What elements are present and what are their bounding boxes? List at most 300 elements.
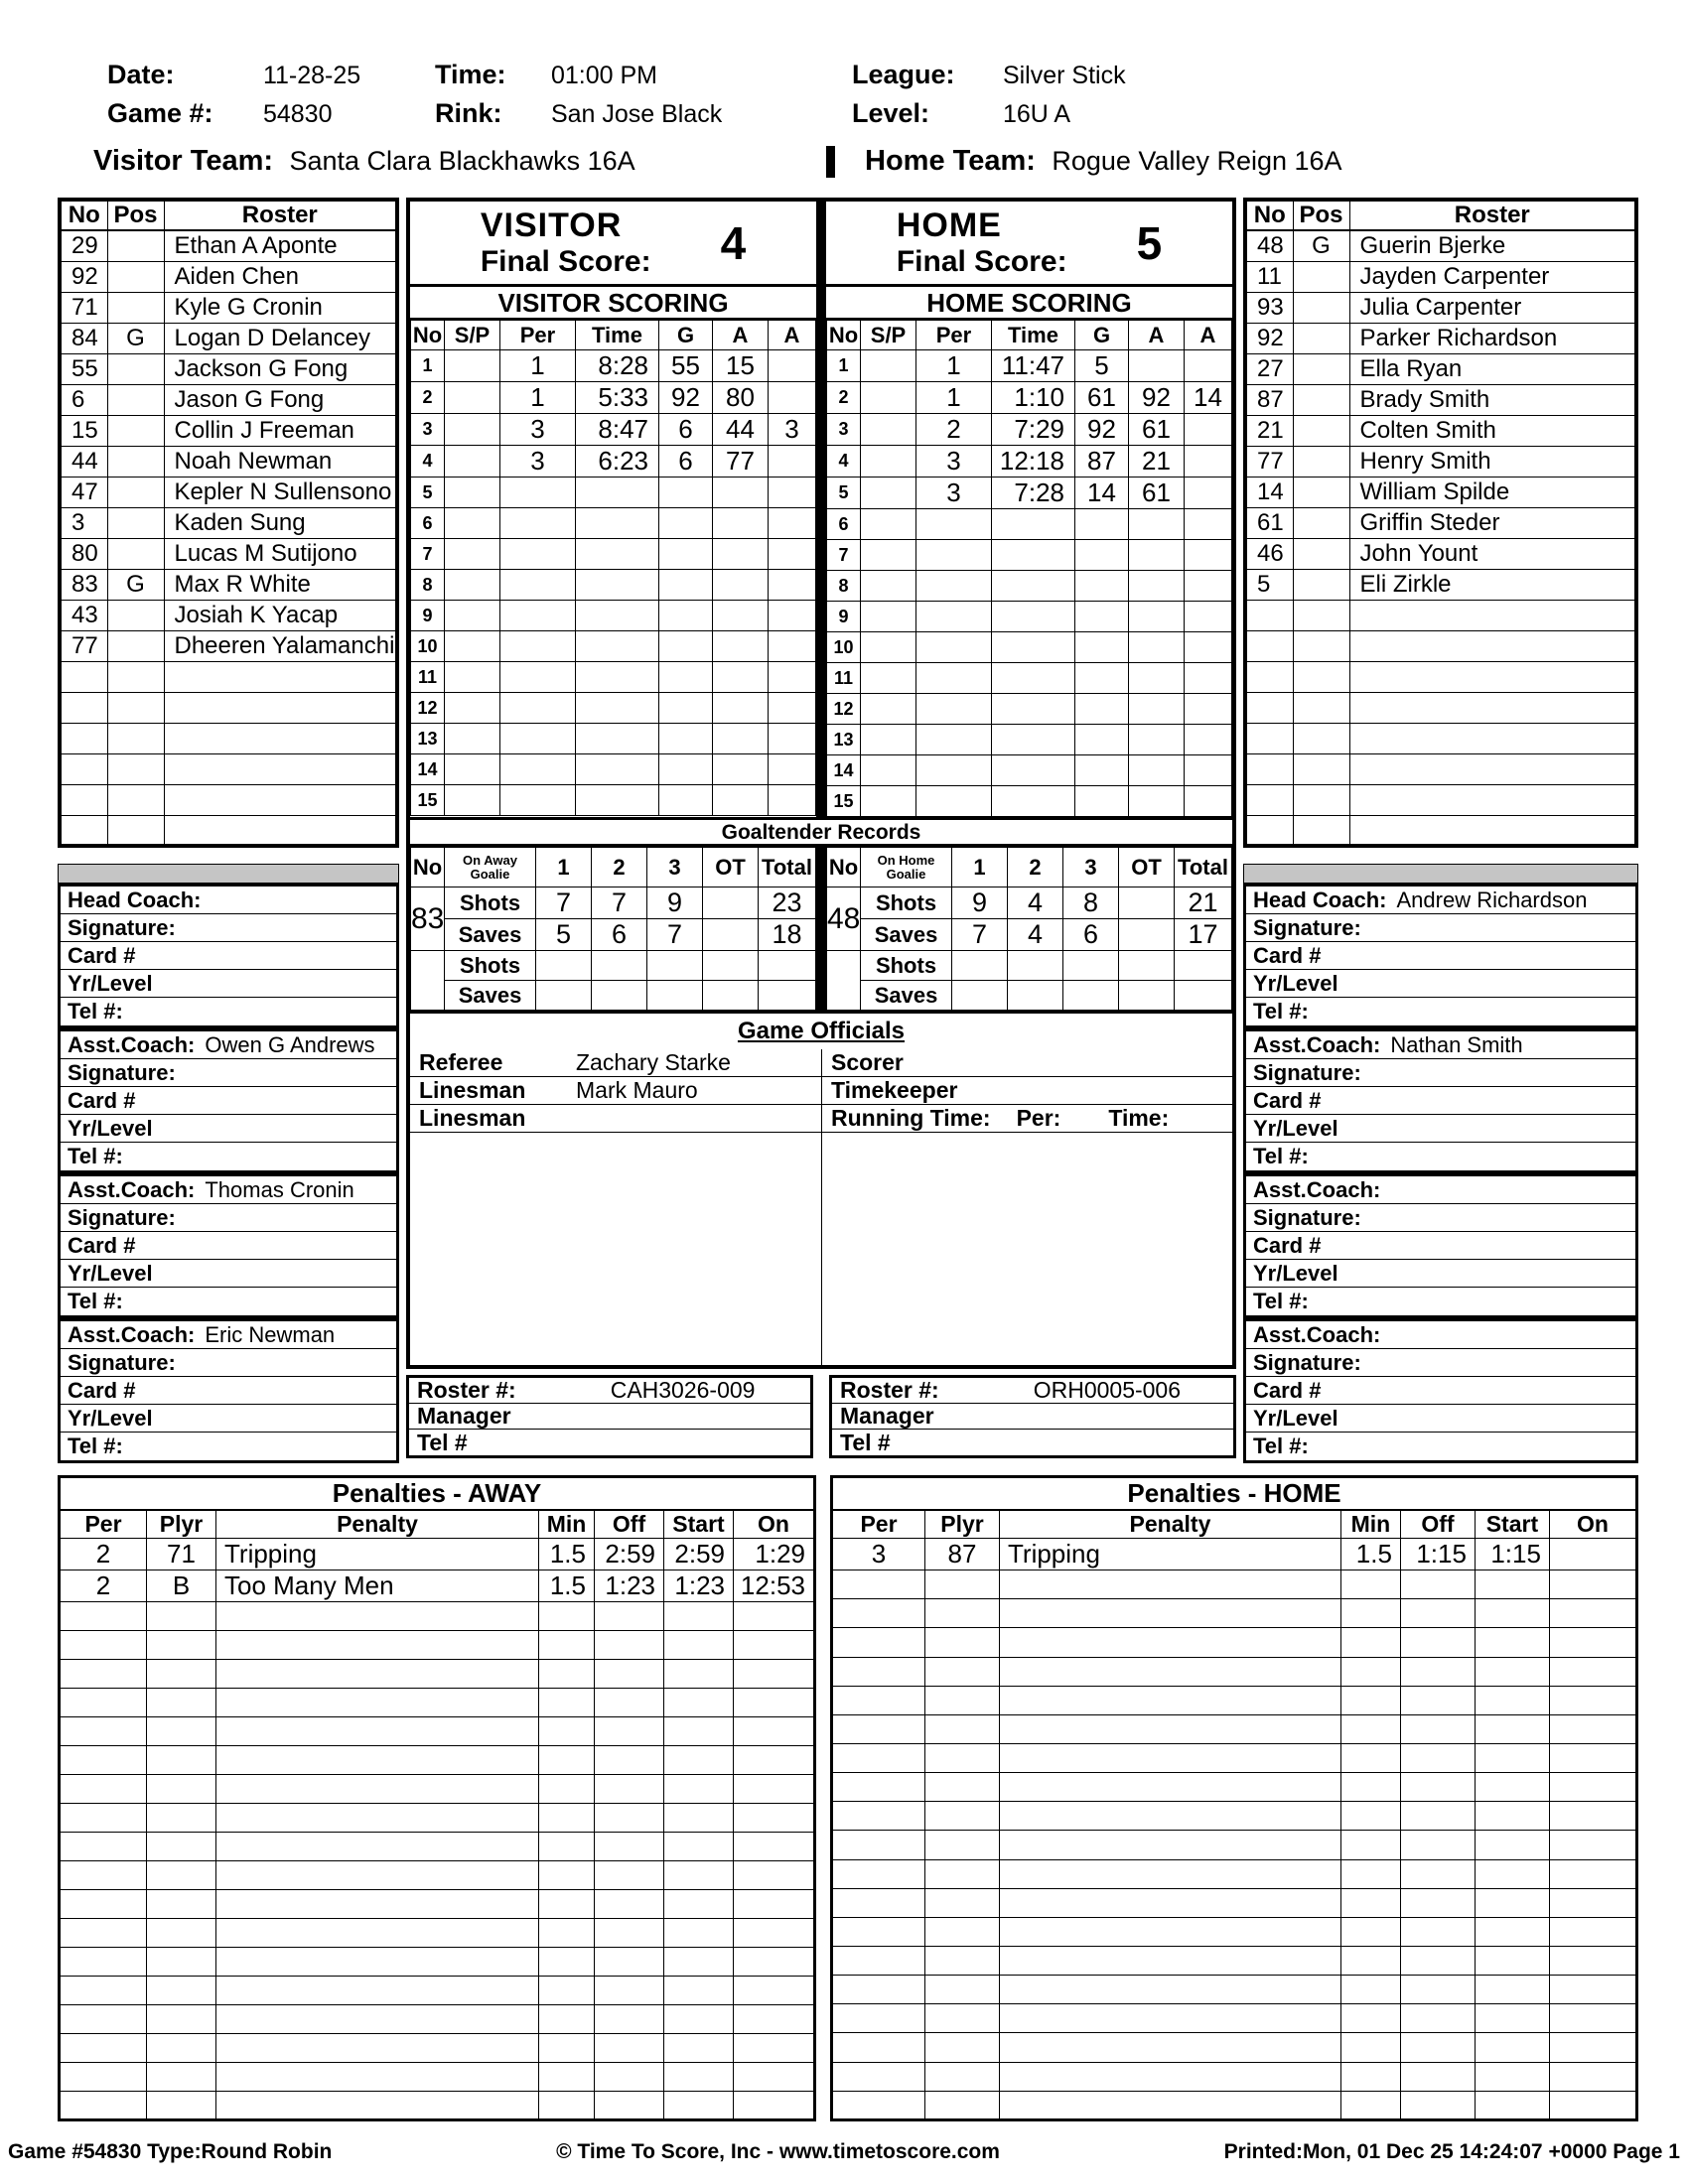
penalty-start-time — [664, 1717, 734, 1746]
yr-level-label: Yr/Level — [1253, 970, 1338, 996]
blank-area — [410, 1133, 821, 1365]
visitor-final-score-block — [410, 202, 816, 287]
penalty-player — [147, 1631, 216, 1660]
shots-p2 — [592, 951, 647, 981]
goaltender-records-title: Goaltender Records — [410, 817, 1232, 847]
visitor-team-field — [93, 145, 826, 178]
goal-row-number: 9 — [411, 601, 445, 631]
goal-sp — [445, 785, 500, 816]
penalty-minutes — [539, 1717, 595, 1746]
coach-signature-row — [1246, 1204, 1635, 1232]
penalty-on-time — [734, 2005, 815, 2034]
coach-role-label: Asst.Coach: — [68, 1321, 196, 1347]
coach-tel-row — [1246, 1288, 1635, 1315]
goalie2-number — [411, 951, 445, 1011]
tel-label: Tel # — [840, 1429, 891, 1455]
roster-row — [1245, 415, 1636, 446]
goal-scorer-number: 6 — [659, 446, 713, 478]
penalty-start-time — [664, 1977, 734, 2005]
penalty-name — [1000, 1686, 1341, 1714]
penalty-player — [147, 1833, 216, 1861]
goal-row-number: 11 — [411, 662, 445, 693]
penalty-name — [216, 1660, 539, 1689]
roster-header-row — [1245, 200, 1636, 230]
home-goalie-panel — [826, 847, 1232, 1011]
total-header: Total — [759, 848, 816, 887]
penalty-period: 2 — [60, 1539, 147, 1570]
player-position — [107, 353, 164, 384]
scoring-row — [827, 694, 1232, 725]
penalty-period — [832, 1599, 925, 1628]
goal-sp — [445, 754, 500, 785]
penalty-period — [60, 1804, 147, 1833]
saves-p3: 7 — [647, 919, 703, 951]
coach-role-label: Asst.Coach: — [1253, 1321, 1381, 1347]
goal-assist1-number — [1129, 755, 1185, 786]
player-name — [1349, 753, 1636, 784]
coach-yr-level-row — [1246, 1260, 1635, 1288]
player-name: Max R White — [164, 569, 397, 600]
card-number-label: Card # — [68, 1087, 136, 1113]
goal-scorer-number — [659, 631, 713, 662]
coach-tel-row — [61, 1288, 396, 1315]
saves-ot — [703, 919, 759, 951]
penalty-row — [60, 1804, 815, 1833]
goalie-no-header: No — [827, 848, 861, 887]
ot-header: OT — [1119, 848, 1175, 887]
penalty-off-time — [1400, 1686, 1475, 1714]
team-names-row — [93, 145, 1628, 178]
tel-row — [832, 1430, 1233, 1455]
scoring-row — [827, 414, 1232, 446]
player-number — [1245, 815, 1293, 846]
saves-total — [759, 981, 816, 1011]
tel-label: Tel # — [417, 1429, 468, 1455]
goal-assist2-number — [769, 785, 816, 816]
on-header: On — [734, 1510, 815, 1539]
penalty-period — [60, 1861, 147, 1890]
penalty-name — [1000, 1714, 1341, 1743]
goal-assist2-number — [1185, 602, 1232, 632]
goal-assist1-number: 80 — [713, 382, 769, 414]
player-number — [1245, 600, 1293, 630]
saves-p1 — [952, 981, 1008, 1011]
penalty-minutes — [1340, 1802, 1400, 1831]
score-center-box — [406, 198, 1236, 1369]
scoring-row — [827, 509, 1232, 540]
penalty-player — [925, 1773, 1000, 1802]
tel-label: Tel #: — [1253, 999, 1309, 1024]
player-position — [1293, 630, 1349, 661]
goal-assist1-number: 44 — [713, 414, 769, 446]
coach-tel-row — [1246, 1433, 1635, 1460]
coach-signature-row — [1246, 1059, 1635, 1087]
home-penalties-table — [830, 1475, 1638, 2121]
goal-assist2-number: 3 — [769, 414, 816, 446]
penalty-start-time — [1475, 2091, 1549, 2119]
goal-row-number: 1 — [827, 350, 861, 382]
roster-row — [1245, 692, 1636, 723]
penalty-player — [925, 1946, 1000, 1975]
goal-scorer-number — [659, 785, 713, 816]
roster-row — [60, 477, 397, 507]
roster-number-label: Roster #: — [840, 1377, 939, 1403]
goal-period: 3 — [500, 446, 576, 478]
signature-label: Signature: — [1253, 1349, 1361, 1375]
goal-sp — [861, 755, 916, 786]
penalty-period — [832, 1686, 925, 1714]
center-divider-bar — [816, 847, 826, 1011]
coach-role-label: Head Coach: — [68, 887, 202, 912]
shots-p3: 8 — [1063, 887, 1119, 919]
saves-p3 — [647, 981, 703, 1011]
player-number — [60, 661, 107, 692]
period2-header: 2 — [592, 848, 647, 887]
penalty-start-time — [664, 2092, 734, 2120]
goal-sp — [861, 446, 916, 478]
timekeeper-row — [822, 1077, 1232, 1105]
home-team-label: Home Team: — [865, 145, 1036, 177]
penalty-minutes — [539, 1977, 595, 2005]
manager-label: Manager — [840, 1403, 934, 1429]
player-number: 87 — [1245, 384, 1293, 415]
player-number — [60, 692, 107, 723]
player-name — [164, 815, 397, 846]
goal-scorer-number: 14 — [1075, 478, 1129, 509]
goal-period — [500, 508, 576, 539]
coach-card-row — [1246, 942, 1635, 970]
scoring-sp-header: S/P — [861, 321, 916, 350]
goal-assist1-number — [713, 724, 769, 754]
penalty-row — [60, 1631, 815, 1660]
penalty-row — [832, 1714, 1637, 1743]
goal-period — [916, 786, 992, 817]
penalty-period: 2 — [60, 1570, 147, 1602]
penalty-player: B — [147, 1570, 216, 1602]
penalty-minutes — [1340, 1946, 1400, 1975]
player-number — [60, 723, 107, 753]
player-position — [1293, 538, 1349, 569]
penalty-on-time — [734, 1602, 815, 1631]
penalty-player — [925, 1859, 1000, 1888]
penalty-start-time — [664, 1746, 734, 1775]
roster-row — [60, 292, 397, 323]
player-number: 80 — [60, 538, 107, 569]
penalty-period — [832, 2004, 925, 2033]
goal-period — [916, 602, 992, 632]
visitor-scoring-table — [410, 320, 816, 816]
sheet-header — [0, 0, 1688, 178]
penalty-minutes — [539, 2005, 595, 2034]
penalty-on-time — [1549, 1859, 1636, 1888]
scoring-header-row — [827, 321, 1232, 350]
saves-total: 18 — [759, 919, 816, 951]
player-name — [1349, 661, 1636, 692]
penalty-on-time: 1:29 — [734, 1539, 815, 1570]
penalty-row — [832, 1802, 1637, 1831]
penalty-on-time — [1549, 2062, 1636, 2091]
penalty-minutes — [539, 2063, 595, 2092]
penalty-period — [832, 1859, 925, 1888]
saves-p2: 6 — [592, 919, 647, 951]
penalty-name — [216, 2092, 539, 2120]
goal-assist2-number — [769, 570, 816, 601]
penalty-player — [925, 2091, 1000, 2119]
penalty-on-time — [734, 2092, 815, 2120]
penalty-minutes — [539, 2092, 595, 2120]
penalty-period — [832, 2062, 925, 2091]
goal-scorer-number — [659, 601, 713, 631]
penalty-off-time — [595, 1977, 664, 2005]
goal-sp — [861, 663, 916, 694]
coach-signature-row — [61, 1059, 396, 1087]
player-number: 21 — [1245, 415, 1293, 446]
scoring-row — [411, 350, 816, 382]
goal-scorer-number: 6 — [659, 414, 713, 446]
penalty-off-time — [595, 1775, 664, 1804]
home-scoring-title: HOME SCORING — [826, 287, 1232, 320]
start-header: Start — [1475, 1510, 1549, 1539]
penalty-row — [832, 2004, 1637, 2033]
goal-row-number: 14 — [827, 755, 861, 786]
goal-time: 7:28 — [992, 478, 1075, 509]
penalty-on-time — [1549, 1917, 1636, 1946]
player-position: G — [107, 569, 164, 600]
penalty-name — [1000, 2091, 1341, 2119]
goal-scorer-number — [1075, 540, 1129, 571]
penalty-off-time — [595, 2005, 664, 2034]
goal-assist2-number — [1185, 755, 1232, 786]
roster-row — [60, 723, 397, 753]
card-number-label: Card # — [1253, 1377, 1322, 1403]
card-number-label: Card # — [68, 1232, 136, 1258]
penalty-on-time — [1549, 1628, 1636, 1657]
penalty-player — [147, 1861, 216, 1890]
roster-row — [1245, 292, 1636, 323]
goal-time — [992, 663, 1075, 694]
goal-scorer-number: 92 — [1075, 414, 1129, 446]
player-position — [107, 292, 164, 323]
coach-name: Andrew Richardson — [1396, 887, 1588, 912]
goal-assist2-number — [769, 478, 816, 508]
goalie-header-row — [827, 848, 1232, 887]
penalty-off-time — [1400, 1802, 1475, 1831]
penalty-on-time — [734, 1861, 815, 1890]
goal-row-number: 7 — [411, 539, 445, 570]
saves-label: Saves — [861, 981, 952, 1011]
roster-row — [1245, 600, 1636, 630]
player-number: 5 — [1245, 569, 1293, 600]
scoring-row — [827, 632, 1232, 663]
player-position — [107, 261, 164, 292]
coach-signature-row — [61, 1204, 396, 1232]
penalty-player — [147, 1775, 216, 1804]
penalty-row — [60, 1539, 815, 1570]
roster-number-label: Roster #: — [417, 1377, 516, 1403]
player-name — [1349, 815, 1636, 846]
player-number: 27 — [1245, 353, 1293, 384]
scoring-section — [410, 202, 1232, 817]
home-scoring-panel — [826, 202, 1232, 817]
penalty-player — [147, 1919, 216, 1948]
shots-ot — [703, 887, 759, 919]
penalty-period — [832, 1773, 925, 1802]
penalty-row — [832, 1773, 1637, 1802]
goal-time: 5:33 — [576, 382, 659, 414]
shots-p1 — [536, 951, 592, 981]
scoring-a2-header: A — [769, 321, 816, 350]
penalty-on-time — [1549, 2033, 1636, 2062]
goal-time — [992, 755, 1075, 786]
visitor-final-score-label: Final Score: — [480, 245, 651, 278]
goal-assist1-number — [713, 785, 769, 816]
goal-sp — [445, 414, 500, 446]
roster-row — [60, 600, 397, 630]
shots-label: Shots — [445, 887, 536, 919]
goal-row-number: 15 — [827, 786, 861, 817]
penalty-row — [60, 1919, 815, 1948]
penalty-name — [216, 1775, 539, 1804]
goal-sp — [445, 446, 500, 478]
penalty-row — [60, 1746, 815, 1775]
start-header: Start — [664, 1510, 734, 1539]
blank-area — [822, 1133, 1232, 1365]
player-number: 77 — [1245, 446, 1293, 477]
saves-p2 — [592, 981, 647, 1011]
penalty-name — [216, 1861, 539, 1890]
game-number-label: Game #: — [107, 98, 213, 128]
penalty-period — [832, 1714, 925, 1743]
player-name — [164, 753, 397, 784]
penalty-minutes — [539, 1890, 595, 1919]
player-number: 55 — [60, 353, 107, 384]
roster-row — [60, 538, 397, 569]
player-number: 6 — [60, 384, 107, 415]
player-position — [107, 753, 164, 784]
goal-row-number: 5 — [827, 478, 861, 509]
visitor-final-score-value: 4 — [720, 216, 747, 269]
penalty-off-time — [1400, 1657, 1475, 1686]
roster-row — [1245, 353, 1636, 384]
penalty-off-time — [1400, 1976, 1475, 2004]
penalty-player — [925, 2004, 1000, 2033]
tel-label: Tel #: — [1253, 1144, 1309, 1168]
goal-row-number: 7 — [827, 540, 861, 571]
card-number-label: Card # — [68, 1377, 136, 1403]
scoring-row — [411, 508, 816, 539]
scoring-row — [827, 786, 1232, 817]
game-info-grid — [107, 60, 1628, 129]
rink-label: Rink: — [435, 98, 502, 128]
referee-label: Referee — [419, 1049, 503, 1075]
penalty-off-time — [595, 1890, 664, 1919]
goal-period: 1 — [916, 382, 992, 414]
roster-row — [60, 630, 397, 661]
penalty-period — [60, 2034, 147, 2063]
penalty-period — [832, 2091, 925, 2119]
penalty-off-time: 2:59 — [595, 1539, 664, 1570]
goal-assist1-number — [1129, 571, 1185, 602]
player-number — [60, 815, 107, 846]
penalty-period: 3 — [832, 1539, 925, 1570]
player-name: Julia Carpenter — [1349, 292, 1636, 323]
total-header: Total — [1175, 848, 1232, 887]
goal-sp — [861, 382, 916, 414]
date-value: 11-28-25 — [262, 62, 361, 89]
penalty-row — [832, 1888, 1637, 1917]
signature-label: Signature: — [68, 1349, 176, 1375]
penalty-name: Too Many Men — [216, 1570, 539, 1602]
player-position — [1293, 415, 1349, 446]
goal-scorer-number — [659, 570, 713, 601]
roster-pos-header: Pos — [1293, 200, 1349, 230]
goal-period — [500, 478, 576, 508]
saves-ot — [1119, 981, 1175, 1011]
goal-period — [500, 785, 576, 816]
player-name — [1349, 600, 1636, 630]
goal-row-number: 10 — [411, 631, 445, 662]
coach-card-row — [61, 1087, 396, 1115]
rink-field — [435, 98, 852, 129]
center-column — [406, 198, 1236, 1458]
goal-assist2-number — [1185, 663, 1232, 694]
rink-value: San Jose Black — [550, 100, 723, 128]
player-name: Griffin Steder — [1349, 507, 1636, 538]
penalty-on-time — [1549, 2004, 1636, 2033]
penalty-row — [832, 1657, 1637, 1686]
scoring-per-header: Per — [500, 321, 576, 350]
roster-row — [1245, 230, 1636, 261]
goal-assist1-number — [1129, 694, 1185, 725]
penalty-name — [1000, 2033, 1341, 2062]
coach-role-label: Head Coach: — [1253, 887, 1387, 912]
goal-assist2-number — [769, 539, 816, 570]
scoring-a1-header: A — [713, 321, 769, 350]
penalty-row — [60, 1977, 815, 2005]
goalie1-saves-row — [411, 919, 816, 951]
roster-row — [1245, 784, 1636, 815]
goal-assist1-number: 21 — [1129, 446, 1185, 478]
goal-row-number: 8 — [827, 571, 861, 602]
home-final-score-block — [826, 202, 1232, 287]
player-number — [1245, 753, 1293, 784]
penalties-section — [58, 1475, 1638, 2121]
player-position — [1293, 569, 1349, 600]
penalty-period — [60, 2092, 147, 2120]
penalty-off-time — [1400, 2062, 1475, 2091]
period2-header: 2 — [1008, 848, 1063, 887]
penalty-minutes: 1.5 — [539, 1539, 595, 1570]
footer-copyright: © Time To Score, Inc - www.timetoscore.com — [556, 2140, 1000, 2163]
penalty-off-time — [595, 2034, 664, 2063]
player-name: John Yount — [1349, 538, 1636, 569]
visitor-scoring-panel — [410, 202, 816, 817]
player-name — [164, 661, 397, 692]
goal-assist1-number: 61 — [1129, 478, 1185, 509]
player-position — [1293, 384, 1349, 415]
visitor-coaches — [58, 884, 399, 1463]
goal-period — [916, 725, 992, 755]
home-admin-box — [829, 1375, 1236, 1458]
player-number: 61 — [1245, 507, 1293, 538]
goal-sp — [445, 662, 500, 693]
tel-row — [409, 1430, 810, 1455]
goal-assist2-number — [769, 382, 816, 414]
goalie2-shots-row — [827, 951, 1232, 981]
roster-row — [60, 507, 397, 538]
goal-time — [576, 754, 659, 785]
visitor-roster-number: CAH3026-009 — [610, 1377, 756, 1403]
